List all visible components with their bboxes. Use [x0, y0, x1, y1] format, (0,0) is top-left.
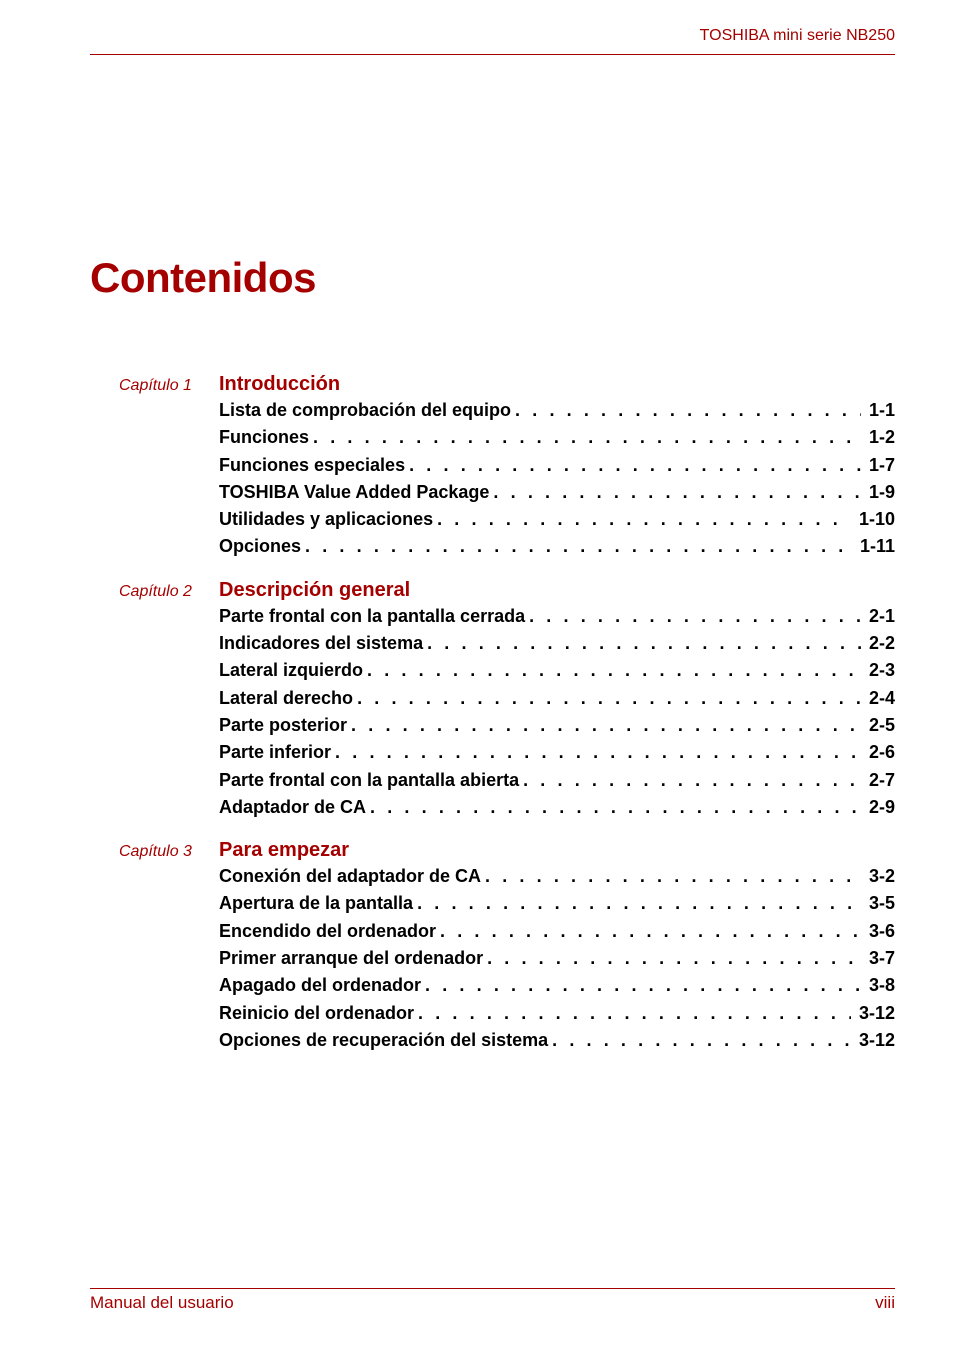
- toc-entry-title: TOSHIBA Value Added Package: [219, 481, 490, 502]
- toc-entry-link[interactable]: [219, 767, 895, 794]
- dot-leader: [353, 685, 861, 712]
- toc-entry-page-number: 1-7: [868, 454, 895, 475]
- dot-leader: [347, 712, 861, 739]
- toc-entry-link[interactable]: [219, 452, 895, 479]
- toc-entry-title: Reinicio del ordenador: [219, 1002, 415, 1023]
- toc-entry-title: Apagado del ordenador: [219, 975, 422, 996]
- toc-entry-link[interactable]: [219, 685, 895, 712]
- dot-leader: [331, 739, 861, 766]
- dot-leader: [433, 506, 851, 533]
- toc-entry-page-number: 2-3: [868, 660, 895, 681]
- dot-leader: [483, 945, 861, 972]
- chapter-label: Capítulo 1: [119, 377, 192, 394]
- toc-entry-link[interactable]: [219, 972, 895, 999]
- dot-leader: [421, 972, 861, 999]
- toc-entry-link[interactable]: [219, 397, 895, 424]
- toc-entry-page-number: 3-12: [858, 1002, 895, 1023]
- toc-chapter: [90, 370, 895, 561]
- toc-entry-page-number: 1-2: [868, 427, 895, 448]
- toc-entry-link[interactable]: [219, 533, 895, 560]
- footer-manual-name: Manual del usuario: [90, 1293, 234, 1312]
- toc-entry-title: Parte frontal con la pantalla cerrada: [219, 605, 526, 626]
- toc-entry-page-number: 1-1: [868, 400, 895, 420]
- toc-entry-page-number: 1-11: [859, 536, 895, 557]
- dot-leader: [489, 479, 861, 506]
- toc-entry-page-number: 3-5: [868, 893, 895, 914]
- chapter-title-link[interactable]: Descripción general: [219, 578, 411, 601]
- toc-chapter: [90, 576, 895, 821]
- toc-entry-link[interactable]: [219, 794, 895, 821]
- dot-leader: [548, 1027, 851, 1054]
- toc-entry-page-number: 2-2: [868, 633, 895, 654]
- dot-leader: [363, 657, 861, 684]
- toc-entry-link[interactable]: [219, 603, 895, 630]
- toc-entry-title: Funciones: [219, 427, 310, 448]
- dot-leader: [366, 794, 861, 821]
- dot-leader: [301, 533, 852, 560]
- dot-leader: [436, 918, 861, 945]
- toc-entry-link[interactable]: [219, 863, 895, 890]
- toc-entry-link[interactable]: [219, 1027, 895, 1054]
- toc-entry-page-number: 3-12: [858, 1029, 895, 1050]
- dot-leader: [511, 397, 861, 424]
- dot-leader: [519, 767, 861, 794]
- toc-entry-title: Encendido del ordenador: [219, 920, 437, 941]
- toc-entry-title: Adaptador de CA: [219, 796, 367, 817]
- footer-rule: [90, 1288, 895, 1289]
- toc-entry-link[interactable]: [219, 630, 895, 657]
- dot-leader: [413, 890, 861, 917]
- dot-leader: [423, 630, 861, 657]
- toc-entry-link[interactable]: [219, 712, 895, 739]
- toc-entry-page-number: 2-6: [868, 742, 895, 763]
- dot-leader: [405, 452, 861, 479]
- toc-entry-page-number: 3-7: [868, 948, 895, 969]
- running-header: TOSHIBA mini serie NB250: [699, 27, 895, 44]
- toc-entry-title: Lateral derecho: [219, 687, 354, 708]
- footer-page-number: viii: [875, 1293, 895, 1312]
- toc-entry-title: Funciones especiales: [219, 454, 406, 475]
- toc-entry-page-number: 2-5: [868, 714, 895, 735]
- toc-entry-title: Parte frontal con la pantalla abierta: [219, 769, 520, 790]
- toc-entry-title: Opciones: [219, 536, 302, 557]
- toc-entry-page-number: 2-9: [868, 796, 895, 817]
- toc-entry-link[interactable]: [219, 739, 895, 766]
- toc-entry-link[interactable]: [219, 506, 895, 533]
- dot-leader: [481, 863, 861, 890]
- toc-entry-link[interactable]: [219, 1000, 895, 1027]
- toc-chapter: [90, 836, 895, 1054]
- toc-entry-title: Lista de comprobación del equipo: [219, 400, 512, 420]
- toc-entry-title: Opciones de recuperación del sistema: [219, 1029, 549, 1050]
- toc-entry-title: Apertura de la pantalla: [219, 893, 414, 914]
- toc-entry-title: Parte inferior: [219, 742, 332, 763]
- dot-leader: [525, 603, 861, 630]
- page-title: Contenidos: [90, 254, 316, 301]
- toc-entry-link[interactable]: [219, 657, 895, 684]
- header-rule: [90, 54, 895, 55]
- toc-entry-title: Parte posterior: [219, 714, 348, 735]
- chapter-title-link[interactable]: Para empezar: [219, 839, 350, 862]
- toc-entry-title: Primer arranque del ordenador: [219, 948, 484, 969]
- toc-entry-page-number: 1-10: [858, 509, 895, 530]
- toc-entry-link[interactable]: [219, 424, 895, 451]
- toc-entry-title: Conexión del adaptador de CA: [219, 866, 482, 887]
- toc-entry-link[interactable]: [219, 918, 895, 945]
- table-of-contents: [90, 370, 895, 1069]
- dot-leader: [414, 1000, 851, 1027]
- toc-entry-page-number: 3-8: [868, 975, 895, 996]
- toc-entry-title: Indicadores del sistema: [219, 633, 424, 654]
- toc-entry-page-number: 1-9: [868, 481, 895, 502]
- toc-entry-page-number: 3-6: [868, 920, 895, 941]
- chapter-title-link[interactable]: Introducción: [219, 373, 341, 395]
- toc-entry-link[interactable]: [219, 479, 895, 506]
- toc-entry-page-number: 2-4: [868, 687, 895, 708]
- chapter-label: Capítulo 2: [119, 582, 192, 600]
- chapter-label: Capítulo 3: [119, 843, 192, 861]
- toc-entry-page-number: 2-7: [868, 769, 895, 790]
- toc-entry-page-number: 2-1: [868, 605, 895, 626]
- toc-entry-link[interactable]: [219, 890, 895, 917]
- dot-leader: [309, 424, 861, 451]
- toc-entry-link[interactable]: [219, 945, 895, 972]
- toc-entry-page-number: 3-2: [868, 866, 895, 887]
- toc-entry-title: Utilidades y aplicaciones: [219, 509, 434, 530]
- toc-entry-title: Lateral izquierdo: [219, 660, 364, 681]
